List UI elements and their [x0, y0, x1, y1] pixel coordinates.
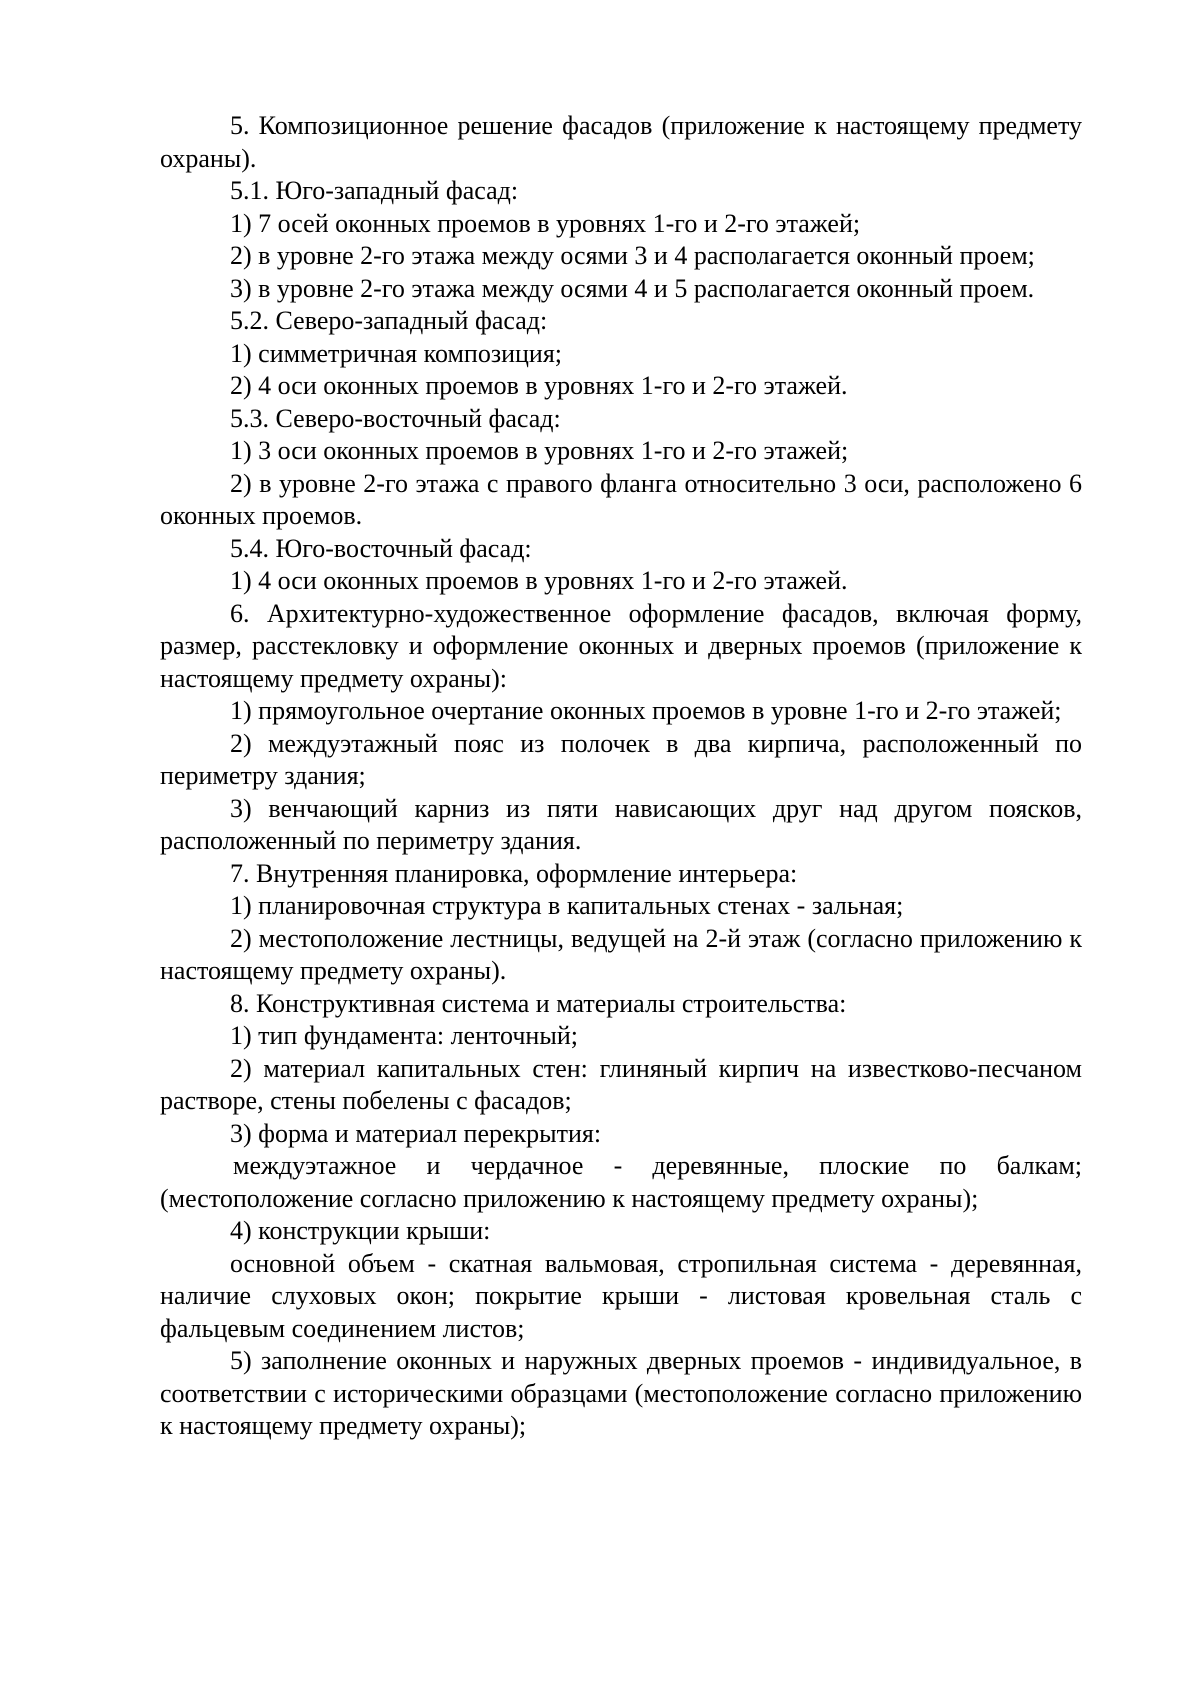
paragraph-5-4-heading: 5.4. Юго-восточный фасад: — [230, 533, 532, 563]
list-item: 2) местоположение лестницы, ведущей на 2-й этаж (согласно приложению к настоящему предмету охраны). — [160, 923, 1082, 985]
list-item: 1) симметричная композиция; — [230, 338, 563, 368]
document-body — [160, 110, 1082, 1443]
paragraph-8-heading: 8. Конструктивная система и материалы строительства: — [230, 988, 847, 1018]
list-item: 1) прямоугольное очертание оконных проемов в уровне 1-го и 2-го этажей; — [230, 696, 1062, 725]
list-item: 2) междуэтажный пояс из полочек в два кирпича, расположенный по периметру здания; — [160, 728, 1082, 790]
list-item: 3) форма и материал перекрытия: — [230, 1118, 602, 1148]
sub-item-text: междуэтажное и чердачное - деревянные, плоские по балкам; (местоположение согласно приложению к настоящему предмету охраны); — [160, 1151, 1082, 1213]
paragraph-7-heading: 7. Внутренняя планировка, оформление интерьера: — [230, 858, 798, 888]
sub-item-text: основной объем - скатная вальмовая, стропильная система - деревянная, наличие слуховых окон; покрытие крыши - листовая кровельная сталь с фальцевым соединением листов; — [160, 1248, 1082, 1343]
paragraph-5-2-heading: 5.2. Северо-западный фасад: — [230, 306, 548, 335]
paragraph-5-heading: 5. Композиционное решение фасадов (приложение к настоящему предмету охраны). — [160, 111, 1082, 173]
list-item: 2) 4 оси оконных проемов в уровнях 1-го и 2-го этажей. — [230, 371, 848, 400]
paragraph-5-3-heading: 5.3. Северо-восточный фасад: — [230, 403, 561, 433]
list-item: 1) 4 оси оконных проемов в уровнях 1-го и 2-го этажей. — [230, 566, 848, 595]
paragraph-5-1-heading: 5.1. Юго-западный фасад: — [230, 176, 519, 205]
list-item: 1) 3 оси оконных проемов в уровнях 1-го и 2-го этажей; — [230, 436, 849, 465]
list-item: 4) конструкции крыши: — [230, 1216, 491, 1245]
list-item: 3) венчающий карниз из пяти нависающих друг над другом поясков, расположенный по периметру здания. — [160, 793, 1082, 855]
list-item: 2) в уровне 2-го этажа с правого фланга относительно 3 оси, расположено 6 оконных проемов. — [160, 468, 1082, 530]
list-item: 1) тип фундамента: ленточный; — [230, 1021, 578, 1050]
list-item: 2) в уровне 2-го этажа между осями 3 и 4 располагается оконный проем; — [230, 241, 1035, 270]
paragraph-6-heading: 6. Архитектурно-художественное оформление фасадов, включая форму, размер, расстекловку и оформление оконных и дверных проемов (приложение к настоящему предмету охраны): — [160, 598, 1082, 693]
list-item: 5) заполнение оконных и наружных дверных проемов - индивидуальное, в соответствии с историческими образцами (местоположение согласно приложению к настоящему предмету охраны); — [160, 1346, 1082, 1440]
list-item: 1) 7 осей оконных проемов в уровнях 1-го и 2-го этажей; — [230, 208, 861, 238]
list-item: 1) планировочная структура в капитальных стенах - зальная; — [230, 891, 904, 920]
list-item: 2) материал капитальных стен: глиняный кирпич на известково-песчаном растворе, стены побелены с фасадов; — [160, 1053, 1082, 1115]
list-item: 3) в уровне 2-го этажа между осями 4 и 5 располагается оконный проем. — [230, 273, 1035, 303]
